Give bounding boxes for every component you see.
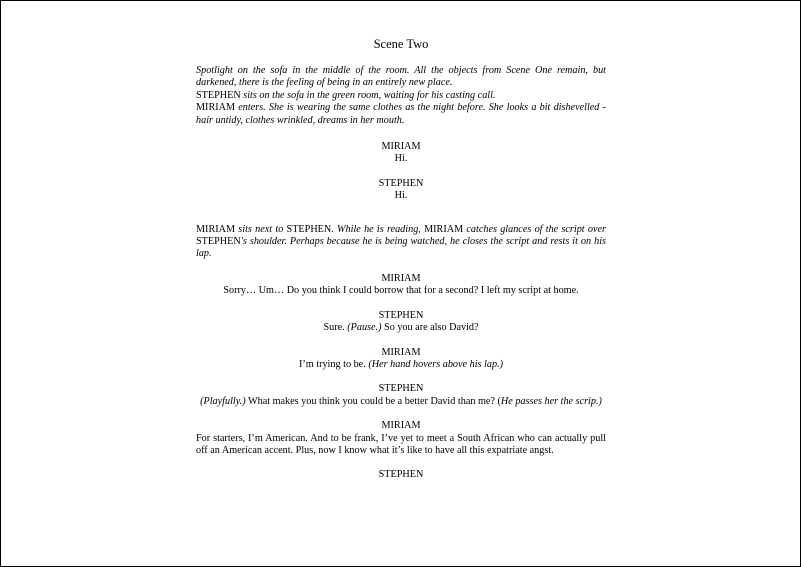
dialogue-text: So you are also David? — [381, 322, 479, 334]
dialogue-line — [196, 322, 606, 334]
stage-direction-inline: (Pause.) — [347, 322, 382, 334]
dialogue-block — [196, 383, 606, 408]
stage-text: 's shoulder. Perhaps because he is being watched, he closes the script and rests it on his lap. — [196, 236, 606, 260]
stage-direction-2 — [196, 90, 606, 102]
page-content — [196, 37, 606, 482]
dialogue-text: I’m trying to be. — [298, 358, 369, 370]
stage-direction-inline: (Playfully.) — [200, 395, 246, 407]
stage-direction-inline: (Her hand hovers above his lap.) — [368, 358, 503, 370]
stage-text: catches glances of the script over — [463, 223, 606, 235]
dialogue-text: What makes you think you could be a better David than me? ( — [245, 395, 501, 407]
dialogue-block — [196, 273, 606, 298]
character-name: MIRIAM — [196, 223, 236, 235]
stage-direction — [196, 224, 606, 261]
dialogue-block — [196, 178, 606, 203]
dialogue-block — [196, 469, 606, 481]
speaker-name: MIRIAM — [381, 420, 421, 432]
speaker-name: STEPHEN — [378, 177, 424, 189]
character-name: MIRIAM — [196, 102, 236, 114]
stage-text: While he is reading, — [333, 223, 425, 235]
dialogue-block — [196, 141, 606, 166]
dialogue-line — [196, 359, 606, 371]
dialogue-block — [196, 347, 606, 372]
stage-text: enters. She is wearing the same clothes as the night before. She looks a bit dishevelled - hair untidy, clothes wrinkled, dreams in her mouth. — [196, 102, 606, 126]
character-name: STEPHEN — [196, 236, 241, 248]
stage-text: sits next to — [235, 223, 287, 235]
dialogue-line: Hi. — [394, 190, 408, 202]
dialogue-block — [196, 310, 606, 335]
mid-stage-direction — [196, 224, 606, 261]
scene-title: Scene Two — [373, 37, 429, 51]
dialogue-line: Hi. — [394, 153, 408, 165]
speaker-name: STEPHEN — [378, 469, 424, 481]
speaker-name: STEPHEN — [378, 309, 424, 321]
dialogue-text: Sure. — [323, 322, 348, 334]
stage-text: Spotlight on the sofa in the middle of the room. All the objects from Scene One remain, but darkened, there is the feeling of being in an entirely new place. — [196, 65, 606, 89]
dialogue-block — [196, 420, 606, 457]
speaker-name: MIRIAM — [381, 272, 421, 284]
dialogue-line: For starters, I’m American. And to be frank, I’ve yet to meet a South African who can actually pull off an American accent. Plus, now I know what it’s like to have all this expatriate angst. — [196, 432, 606, 456]
speaker-name: MIRIAM — [381, 141, 421, 153]
speaker-name: MIRIAM — [381, 346, 421, 358]
character-name: STEPHEN. — [286, 223, 334, 235]
dialogue-line — [196, 396, 606, 408]
speaker-name: STEPHEN — [378, 383, 424, 395]
stage-direction-3 — [196, 102, 606, 127]
character-name: MIRIAM — [424, 223, 464, 235]
stage-direction-inline: He passes her the scrip.) — [500, 395, 602, 407]
stage-text: sits on the sofa in the green room, waiting for his casting call. — [240, 89, 496, 101]
stage-direction-1 — [196, 65, 606, 90]
opening-stage-direction — [196, 65, 606, 127]
dialogue-line: Sorry… Um… Do you think I could borrow that for a second? I left my script at home. — [223, 285, 579, 297]
character-name: STEPHEN — [196, 89, 241, 101]
